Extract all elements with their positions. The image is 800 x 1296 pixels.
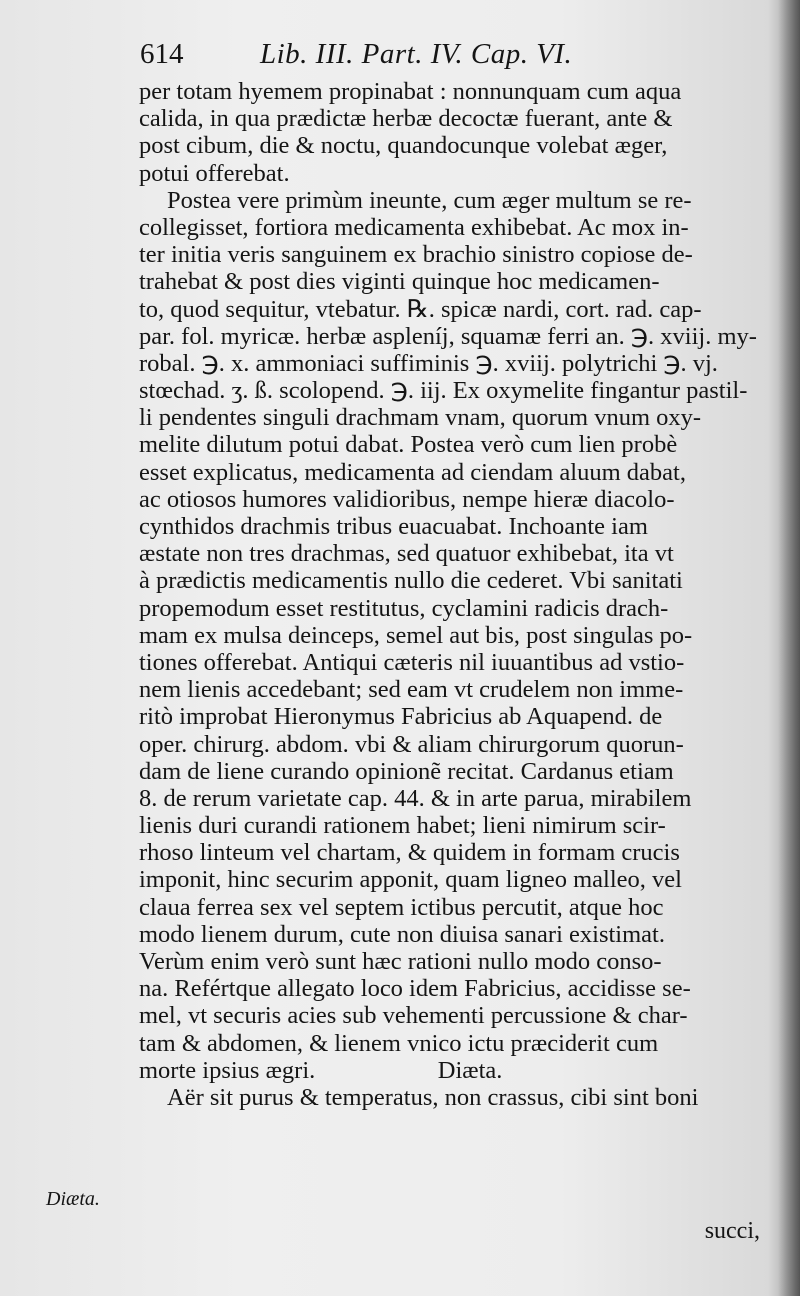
text-line: li pendentes singuli drachmam vnam, quorum vnum oxy- xyxy=(139,404,702,432)
text-line: potui offerebat. xyxy=(139,159,290,187)
catchword: succi, xyxy=(704,1218,760,1244)
text-line: tam & abdomen, & lienem vnico ictu præciderit cum xyxy=(139,1029,659,1057)
text-line: par. fol. myricæ. herbæ aspleníj, squamæ ferri an. ℈. xviij. my- xyxy=(139,322,757,350)
text-line: post cibum, die & noctu, quandocunque volebat æger, xyxy=(139,132,668,160)
text-line: Aër sit purus & temperatus, non crassus, cibi sint boni xyxy=(167,1083,699,1111)
text-line: stœchad. ʒ. ß. scolopend. ℈. iij. Ex oxymelite fingantur pastil- xyxy=(139,377,748,405)
text-line: Postea vere primùm ineunte, cum æger multum se re- xyxy=(167,186,692,214)
text-line: æstate non tres drachmas, sed quatuor exhibebat, ita vt xyxy=(139,540,674,568)
text-line: trahebat & post dies viginti quinque hoc medicamen- xyxy=(139,268,660,296)
text-line: to, quod sequitur, vtebatur. ℞. spicæ nardi, cort. rad. cap- xyxy=(139,295,702,323)
page-header xyxy=(140,38,740,78)
text-line: mam ex mulsa deinceps, semel aut bis, post singulas po- xyxy=(139,621,693,649)
text-line: tiones offerebat. Antiqui cæteris nil iuuantibus ad vstio- xyxy=(139,648,685,676)
text-line: lienis duri curandi rationem habet; lieni nimirum scir- xyxy=(139,812,666,840)
text-line: ter initia veris sanguinem ex brachio sinistro copiose de- xyxy=(139,241,693,269)
text-line: dam de liene curando opinionẽ recitat. Cardanus etiam xyxy=(139,757,674,785)
text-line: à prædictis medicamentis nullo die cederet. Vbi sanitati xyxy=(139,567,683,595)
text-line: nem lienis accedebant; sed eam vt crudelem non imme- xyxy=(139,676,684,704)
text-line: na. Refértque allegato loco idem Fabricius, accidisse se- xyxy=(139,975,691,1003)
text-line: modo lienem durum, cute non diuisa sanari existimat. xyxy=(139,920,665,948)
text-line: mel, vt securis acies sub vehementi percussione & char- xyxy=(139,1002,688,1030)
text-line: morte ipsius ægri. Diæta. xyxy=(139,1056,503,1084)
text-line: imponit, hinc securim apponit, quam ligneo malleo, vel xyxy=(139,866,682,894)
text-line: ac otiosos humores validioribus, nempe hieræ diacolo- xyxy=(139,485,675,513)
text-line: esset explicatus, medicamenta ad ciendam aluum dabat, xyxy=(139,458,686,486)
text-line: cynthidos drachmis tribus euacuabat. Inchoante iam xyxy=(139,513,648,540)
text-line: ritò improbat Hieronymus Fabricius ab Aquapend. de xyxy=(139,703,663,731)
text-line: calida, in qua prædictæ herbæ decoctæ fuerant, ante & xyxy=(139,105,673,133)
running-head: Lib. III. Part. IV. Cap. VI. xyxy=(260,38,573,70)
text-line: robal. ℈. x. ammoniaci suffiminis ℈. xviij. polytrichi ℈. vj. xyxy=(139,349,718,377)
text-line: melite dilutum potui dabat. Postea verò cum lien probè xyxy=(139,431,678,459)
spine-shadow xyxy=(778,0,800,1296)
page-number: 614 xyxy=(140,38,184,70)
margin-note: Diæta. xyxy=(46,1188,100,1210)
text-line: rhoso linteum vel chartam, & quidem in formam crucis xyxy=(139,839,680,867)
text-line: 8. de rerum varietate cap. 44. & in arte parua, mirabilem xyxy=(139,784,692,812)
text-line: claua ferrea sex vel septem ictibus percutit, atque hoc xyxy=(139,893,664,921)
text-line: collegisset, fortiora medicamenta exhibebat. Ac mox in- xyxy=(139,213,689,241)
text-line: propemodum esset restitutus, cyclamini radicis drach- xyxy=(139,594,669,622)
text-line: oper. chirurg. abdom. vbi & aliam chirurgorum quorun- xyxy=(139,730,684,758)
text-line: Verùm enim verò sunt hæc rationi nullo modo conso- xyxy=(139,948,662,975)
text-line: per totam hyemem propinabat : nonnunquam cum aqua xyxy=(139,78,682,105)
body-text xyxy=(139,78,763,1111)
